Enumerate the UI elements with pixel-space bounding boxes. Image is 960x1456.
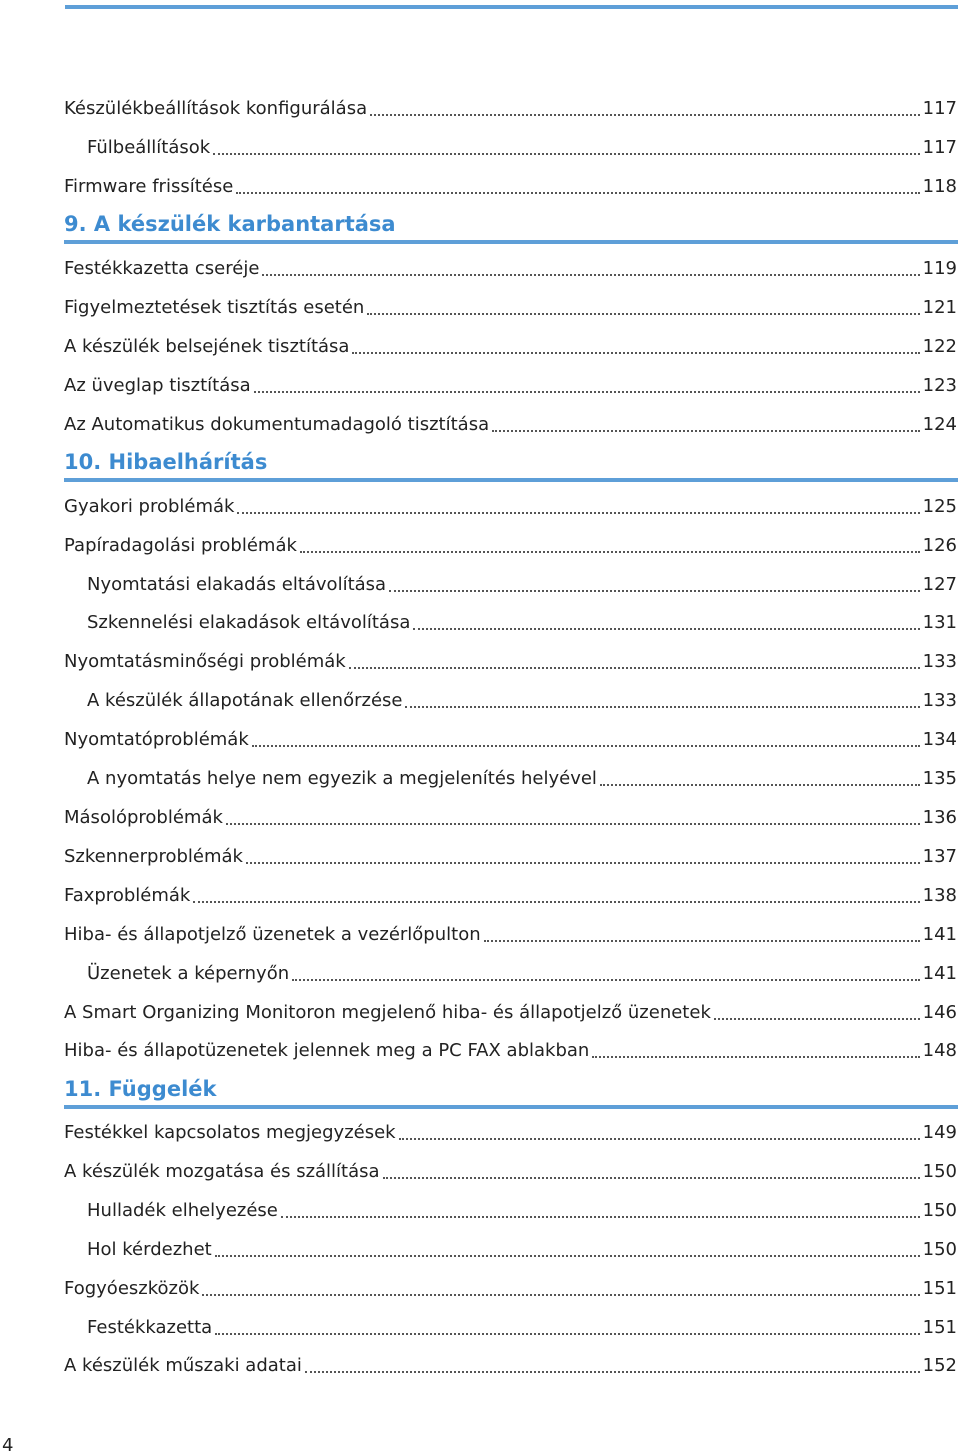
toc-entry[interactable]: Festékkazetta 151 [87,1317,957,1338]
dot-leader [383,1177,920,1179]
toc-entry[interactable]: A készülék belsejének tisztítása 122 [64,336,957,357]
dot-leader [226,823,920,825]
toc-entry[interactable]: Az üveglap tisztítása 123 [64,375,957,396]
dot-leader [236,192,919,194]
toc-entry[interactable]: Nyomtatóproblémák 134 [64,729,957,750]
dot-leader [413,628,919,630]
toc-entry[interactable]: A készülék mozgatása és szállítása 150 [64,1161,957,1182]
toc-entry[interactable]: Gyakori problémák 125 [64,496,957,517]
toc-entry[interactable]: Szkennelési elakadások eltávolítása 131 [87,612,957,633]
toc-entry[interactable]: Másolóproblémák 136 [64,807,957,828]
dot-leader [592,1056,919,1058]
dot-leader [281,1216,920,1218]
dot-leader [262,274,919,276]
toc-entry[interactable]: A Smart Organizing Monitoron megjelenő hiba- és állapotjelző üzenetek 146 [64,1002,957,1023]
toc-entry[interactable]: Fülbeállítások 117 [87,137,957,158]
dot-leader [370,114,920,116]
dot-leader [300,551,920,553]
dot-leader [246,862,920,864]
toc-entry[interactable]: Nyomtatási elakadás eltávolítása 127 [87,574,957,595]
toc-entry[interactable]: A nyomtatás helye nem egyezik a megjelenítés helyével 135 [87,768,957,789]
toc-entry[interactable]: A készülék állapotának ellenőrzése 133 [87,690,957,711]
top-rule [65,5,958,9]
toc-entry[interactable]: Festékkel kapcsolatos megjegyzések 149 [64,1122,957,1143]
chapter-heading[interactable]: 9. A készülék karbantartása [64,210,958,244]
toc-entry[interactable]: Papíradagolási problémák 126 [64,535,957,556]
dot-leader [215,1255,920,1257]
dot-leader [213,153,919,155]
dot-leader [600,784,920,786]
toc-entry[interactable]: Festékkazetta cseréje 119 [64,258,957,279]
dot-leader [367,313,919,315]
toc-entry[interactable]: Firmware frissítése 118 [64,176,957,197]
toc-entry[interactable]: Faxproblémák 138 [64,885,957,906]
toc-entry[interactable]: Az Automatikus dokumentumadagoló tisztítása 124 [64,414,957,435]
dot-leader [714,1018,920,1020]
dot-leader [349,667,920,669]
dot-leader [252,745,920,747]
toc-entry[interactable]: Figyelmeztetések tisztítás esetén 121 [64,297,957,318]
chapter-heading[interactable]: 11. Függelék [64,1075,958,1109]
toc-entry[interactable]: Hulladék elhelyezése 150 [87,1200,957,1221]
dot-leader [254,391,920,393]
toc-entry[interactable]: Készülékbeállítások konfigurálása 117 [64,98,957,119]
dot-leader [399,1138,920,1140]
dot-leader [237,512,919,514]
toc-entry[interactable]: Szkennerproblémák 137 [64,846,957,867]
page-number: 4 [2,1435,14,1456]
dot-leader [405,706,919,708]
toc-entry[interactable]: Nyomtatásminőségi problémák 133 [64,651,957,672]
toc-entry[interactable]: Üzenetek a képernyőn 141 [87,963,957,984]
toc-entry[interactable]: Hiba- és állapotjelző üzenetek a vezérlőpulton 141 [64,924,957,945]
chapter-heading[interactable]: 10. Hibaelhárítás [64,448,958,482]
toc-entry[interactable]: Fogyóeszközök 151 [64,1278,957,1299]
dot-leader [492,430,920,432]
toc-entry[interactable]: Hol kérdezhet 150 [87,1239,957,1260]
dot-leader [305,1371,920,1373]
dot-leader [193,901,919,903]
dot-leader [484,940,920,942]
dot-leader [215,1333,919,1335]
toc-entry[interactable]: A készülék műszaki adatai 152 [64,1355,957,1376]
dot-leader [389,590,920,592]
dot-leader [352,352,919,354]
dot-leader [292,979,920,981]
toc-entry[interactable]: Hiba- és állapotüzenetek jelennek meg a PC FAX ablakban 148 [64,1040,957,1061]
dot-leader [202,1294,919,1296]
